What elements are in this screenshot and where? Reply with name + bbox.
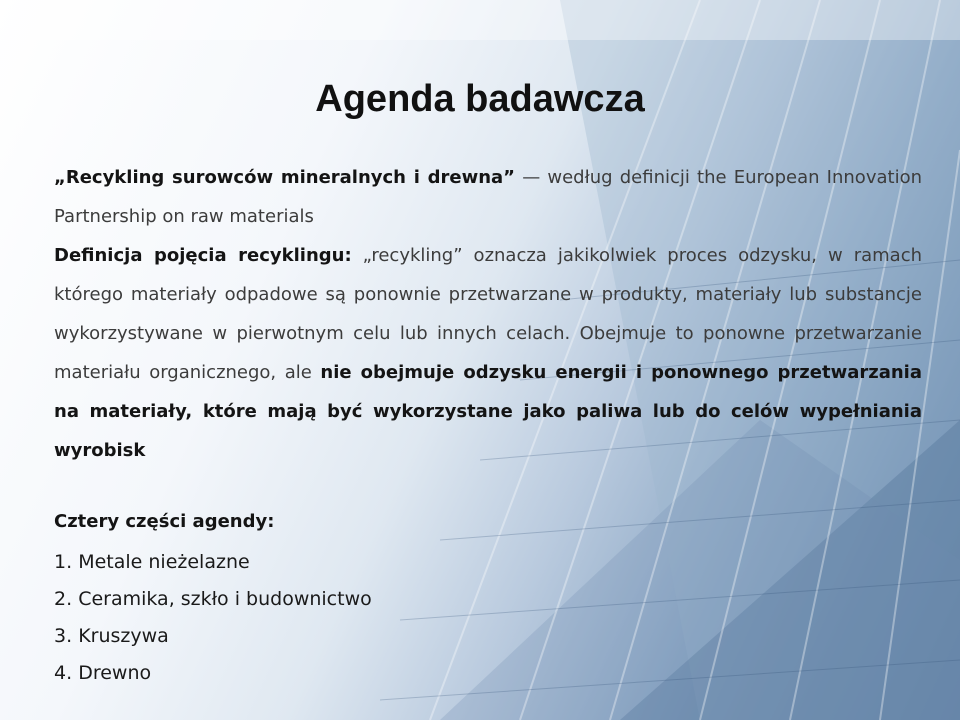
agenda-item	[54, 581, 922, 618]
quoted-term: „Recykling surowców mineralnych i drewna”	[54, 167, 516, 188]
recycling-definition-paragraph	[54, 236, 922, 470]
agenda-item	[54, 655, 922, 692]
agenda-item	[54, 544, 922, 581]
agenda-item-number: 2.	[54, 588, 73, 610]
agenda-item-label: Metale nieżelazne	[78, 551, 250, 573]
agenda-item-label: Drewno	[78, 662, 152, 684]
agenda-item-number: 4.	[54, 662, 73, 684]
slide-content	[54, 158, 922, 692]
agenda-heading: Cztery części agendy:	[54, 511, 275, 532]
definition-source-text: według definicji the European Innovation Partnership on raw materials	[54, 167, 922, 227]
agenda-item	[54, 618, 922, 655]
definition-paragraph	[54, 158, 922, 236]
definition-lead: Definicja pojęcia recyklingu:	[54, 245, 352, 266]
definition-exclusion: nie obejmuje odzysku energii i ponownego przetwarzania na materiały, które mają być wykorzystane jako paliwa lub do celów wypełniania wyrobisk	[54, 362, 922, 461]
slide-title: Agenda badawcza	[315, 78, 645, 120]
agenda-item-number: 3.	[54, 625, 73, 647]
agenda-list	[54, 544, 922, 692]
dash: —	[515, 167, 548, 188]
agenda-item-label: Kruszywa	[78, 625, 169, 647]
agenda-item-number: 1.	[54, 551, 73, 573]
definition-text: „recykling” oznacza jakikolwiek proces odzysku, w ramach którego materiały odpadowe są ponownie przetwarzane w produkty, materiały lub substancje wykorzystywane w pierwotnym celu lub innych celach. Obejmuje to ponowne przetwarzanie materiału organicznego, ale	[54, 245, 922, 383]
agenda-item-label: Ceramika, szkło i budownictwo	[78, 588, 372, 610]
